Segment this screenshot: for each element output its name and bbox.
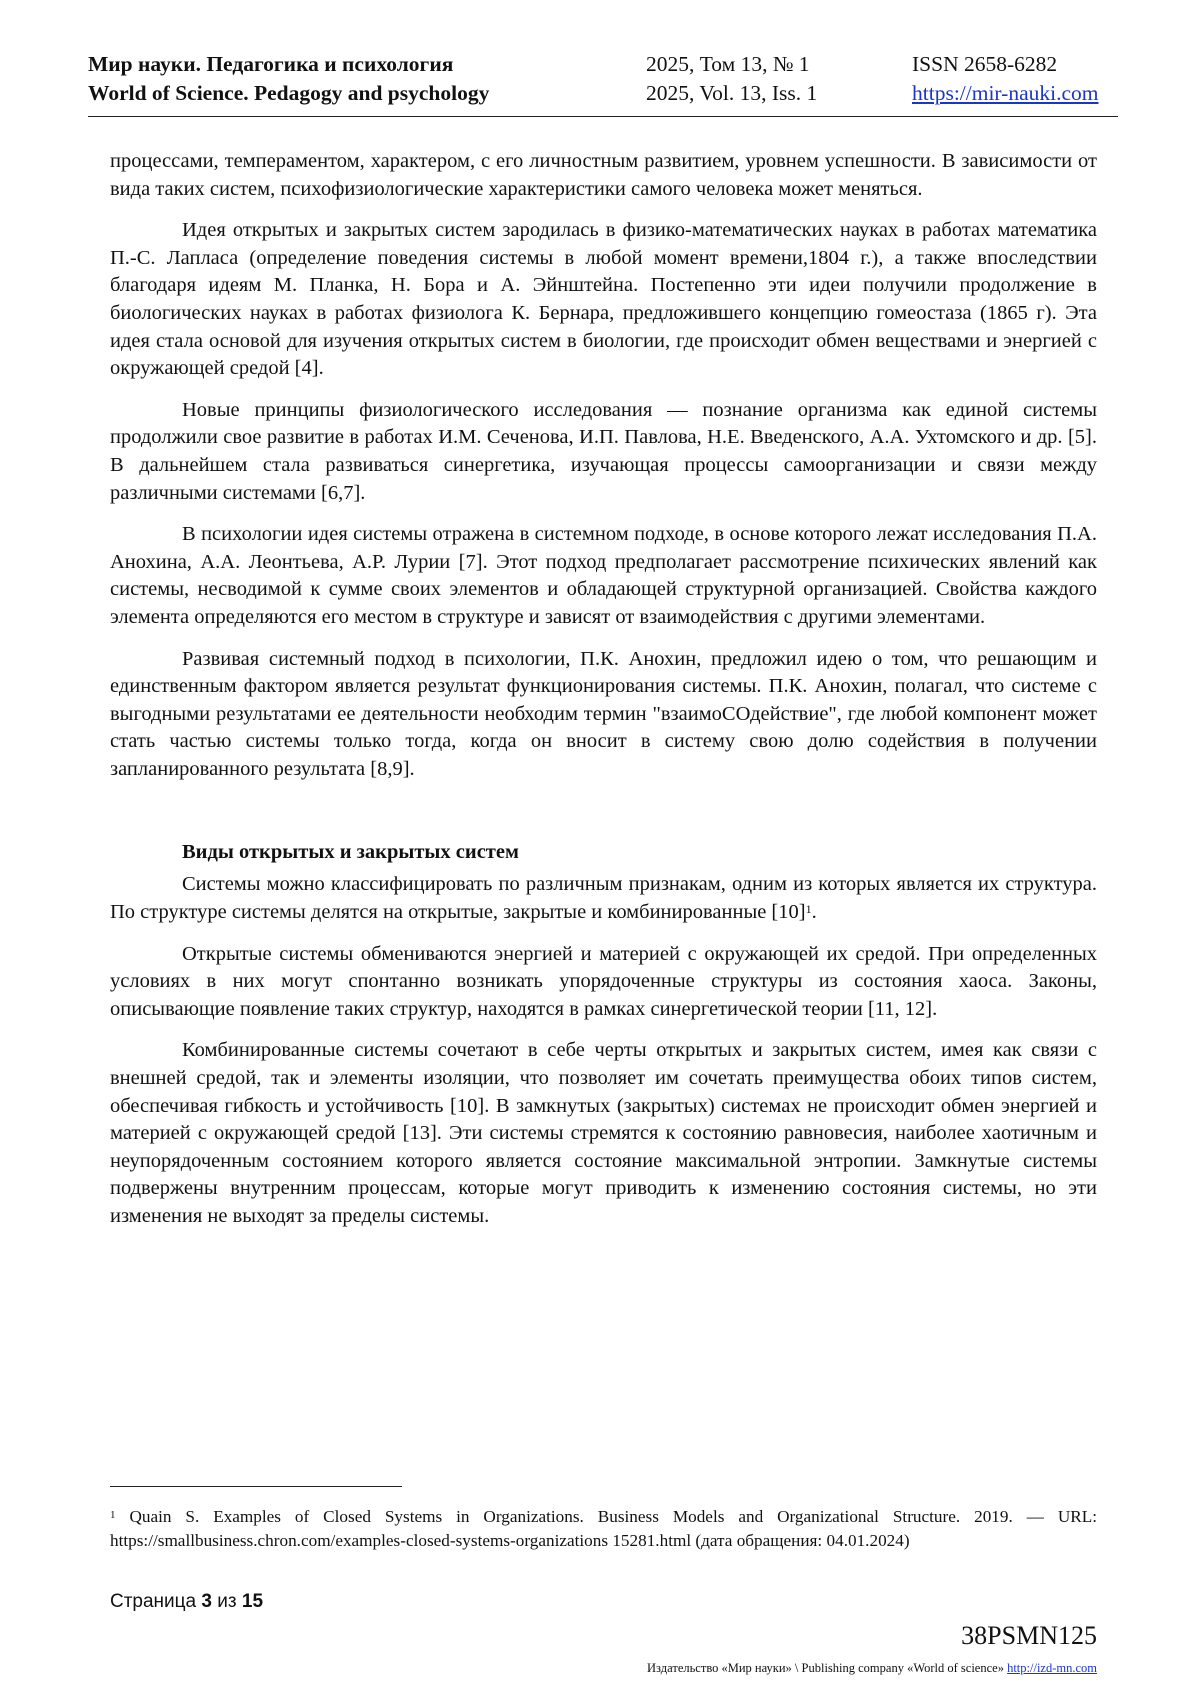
footnote-ref[interactable]: 1 (805, 902, 812, 917)
publisher-link[interactable]: http://izd-mn.com (1007, 1661, 1097, 1675)
publisher-line (647, 1661, 1097, 1676)
paragraph-3: Новые принципы физиологического исследования — познание организма как единой системы продолжили свое развитие в работах И.М. Сеченова, И.П. Павлова, Н.Е. Введенского, А.А. Ухтомского и др. [5]. В дальнейшем стала развиваться синергетика, изучающая процессы самоорганизации и связи между различными системами [6,7]. (110, 398, 1097, 504)
page-header (88, 50, 1118, 117)
page-total: 15 (241, 1591, 264, 1612)
page-counter (110, 1591, 263, 1613)
issn: ISSN 2658-6282 (912, 52, 1058, 76)
paragraph-6-end: . (811, 901, 817, 924)
page-sep: из (217, 1591, 237, 1612)
article-body (110, 148, 1097, 1245)
paragraph-6 (110, 871, 1097, 926)
paragraph-4: В психологии идея системы отражена в системном подходе, в основе которого лежат исследования П.А. Анохина, А.А. Леонтьева, А.Р. Лурии [7]. Этот подход предполагает рассмотрение психических явлений как системы, несводимой к сумме своих элементов и обладающей структурной организацией. Свойства каждого элемента определяются его местом в структуре и зависят от взаимодействия с другими элементами. (110, 523, 1097, 628)
publisher-name: Издательство «Мир науки» \ Publishing company «World of science» (647, 1661, 1004, 1675)
footnote (110, 1505, 1097, 1553)
issue-en: 2025, Vol. 13, Iss. 1 (646, 81, 818, 105)
issue-block (646, 50, 817, 108)
page-current: 3 (201, 1591, 212, 1612)
issn-block (912, 50, 1098, 108)
journal-site-link[interactable]: https://mir-nauki.com (912, 81, 1099, 105)
footnote-divider (110, 1486, 402, 1487)
page-prefix: Страница (110, 1591, 197, 1612)
journal-title-en: World of Science. Pedagogy and psychology (88, 81, 490, 105)
journal-title-ru: Мир науки. Педагогика и психология (88, 52, 454, 76)
article-code: 38PSMN125 (961, 1621, 1097, 1650)
footnote-mark: 1 (110, 1509, 116, 1521)
paragraph-2: Идея открытых и закрытых систем зародилась в физико-математических науках в работах математика П.-С. Лапласа (определение поведения системы в любой момент времени,1804 г.), а также впоследствии благодаря идеям М. Планка, Н. Бора и А. Эйнштейна. Постепенно эти идеи получили продолжение в биологических науках в работах физиолога К. Бернара, предложившего концепцию гомеостаза (1865 г). Эта идея стала основой для изучения открытых систем в биологии, где происходит обмен веществами и энергией с окружающей средой [4]. (110, 219, 1097, 380)
paragraph-6-text: Системы можно классифицировать по различным признакам, одним из которых является их структура. По структуре системы делятся на открытые, закрытые и комбинированные [10] (110, 873, 1097, 924)
section-heading: Виды открытых и закрытых систем (182, 841, 519, 864)
paragraph-8: Комбинированные системы сочетают в себе черты открытых и закрытых систем, имея как связи с внешней средой, так и элементы изоляции, что позволяет им сочетать преимущества обоих типов систем, обеспечивая гибкость и устойчивость [10]. В замкнутых (закрытых) системах не происходит обмен энергией и материей с окружающей средой [13]. Эти системы стремятся к состоянию равновесия, наиболее хаотичным и неупорядоченным состоянием которого является состояние максимальной энтропии. Замкнутые системы подвержены внутренним процессам, которые могут приводить к изменению состояния системы, но эти изменения не выходят за пределы системы. (110, 1039, 1097, 1227)
footnote-text: Quain S. Examples of Closed Systems in Organizations. Business Models and Organizational Structure. 2019. — URL: https://smallbusiness.chron.com/examples-closed-systems-organizations 15281.html (дата обращения: 04.01.2024) (110, 1507, 1098, 1550)
paragraph-7: Открытые системы обмениваются энергией и материей с окружающей их средой. При определенных условиях в них могут спонтанно возникать упорядоченные структуры из состояния хаоса. Законы, описывающие появление таких структур, находятся в рамках синергетической теории [11, 12]. (110, 942, 1097, 1020)
journal-title-block (88, 50, 489, 108)
issue-ru: 2025, Том 13, № 1 (646, 52, 810, 76)
paragraph-5: Развивая системный подход в психологии, П.К. Анохин, предложил идею о том, что решающим и единственным фактором является результат функционирования системы. П.К. Анохин, полагал, что системе с выгодными результатами ее деятельности необходим термин "взаимоСОдействие", где любой компонент может стать частью системы только тогда, когда он вносит в систему свою долю содействия в получении запланированного результата [8,9]. (110, 647, 1097, 780)
paragraph-1: процессами, темпераментом, характером, с его личностным развитием, уровнем успешности. В зависимости от вида таких систем, психофизиологические характеристики самого человека может меняться. (110, 150, 1097, 200)
